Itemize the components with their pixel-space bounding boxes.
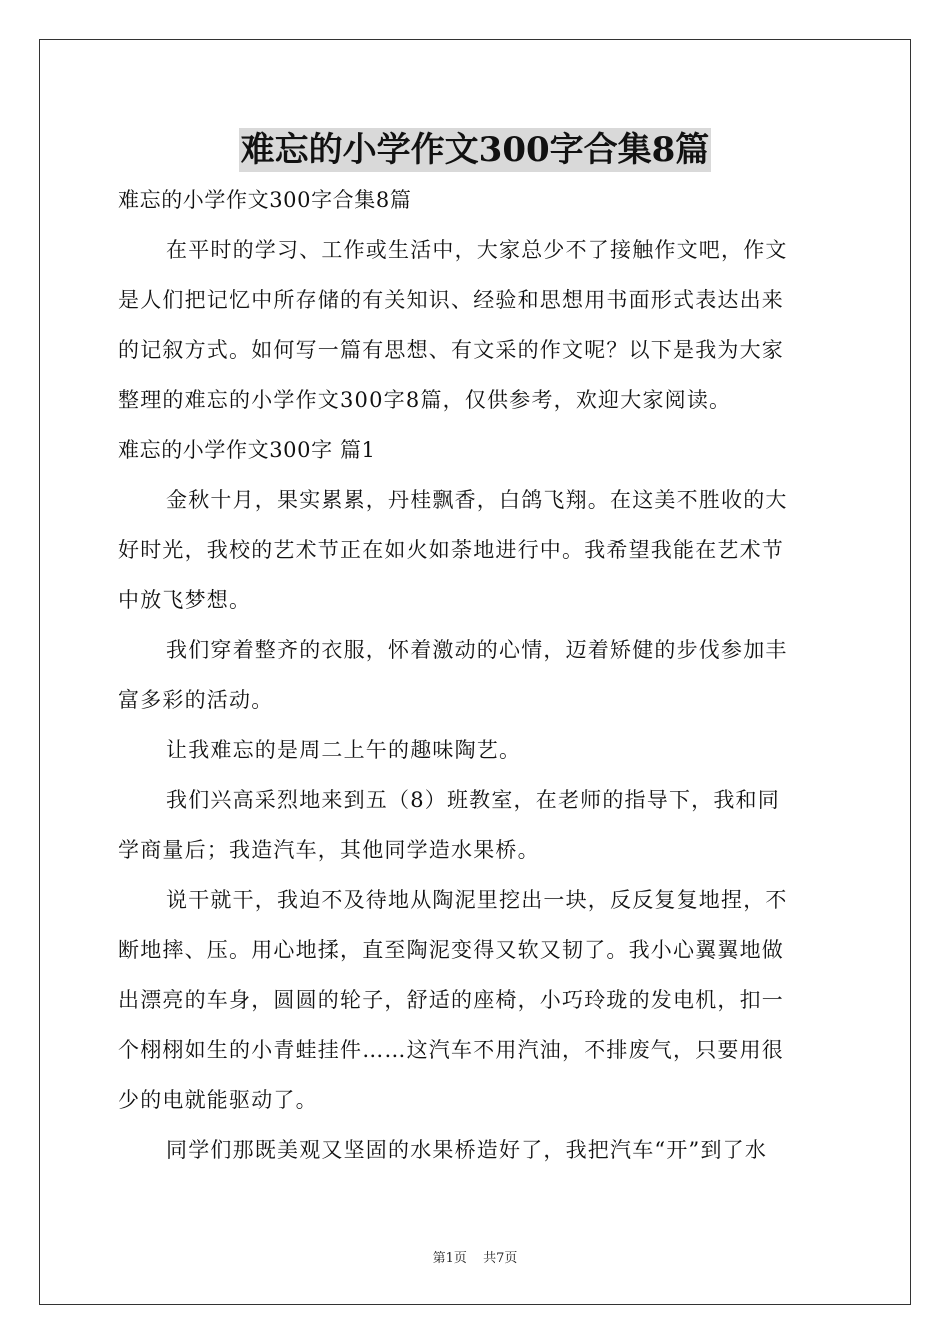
text-line: 个栩栩如生的小青蛙挂件……这汽车不用汽油，不排废气，只要用很 — [118, 1038, 784, 1062]
text-line: 同学们那既美观又坚固的水果桥造好了，我把汽车“开”到了水 — [166, 1138, 768, 1162]
text-line: 是人们把记忆中所存储的有关知识、经验和思想用书面形式表达出来 — [118, 288, 784, 312]
text-line: 出漂亮的车身，圆圆的轮子，舒适的座椅，小巧玲珑的发电机，扣一 — [118, 988, 784, 1012]
text-line: 金秋十月，果实累累，丹桂飘香，白鸽飞翔。在这美不胜收的大 — [166, 488, 788, 512]
page-footer — [0, 1247, 950, 1266]
text-line: 学商量后；我造汽车，其他同学造水果桥。 — [118, 838, 540, 862]
text-line: 断地摔、压。用心地揉，直至陶泥变得又软又韧了。我小心翼翼地做 — [118, 938, 784, 962]
text-line: 我们穿着整齐的衣服，怀着激动的心情，迈着矫健的步伐参加丰 — [166, 638, 788, 662]
text-line: 少的电就能驱动了。 — [118, 1088, 318, 1112]
text-line: 整理的难忘的小学作文300字8篇，仅供参考，欢迎大家阅读。 — [118, 388, 732, 412]
document-title-text: 难忘的小学作文300字合集8篇 — [240, 130, 710, 170]
text-line: 的记叙方式。如何写一篇有思想、有文采的作文呢？以下是我为大家 — [118, 338, 784, 362]
section-heading: 难忘的小学作文300字合集8篇 — [118, 188, 412, 212]
text-line: 中放飞梦想。 — [118, 588, 252, 612]
document-body — [118, 175, 834, 1175]
text-line: 我们兴高采烈地来到五（8）班教室，在老师的指导下，我和同 — [166, 788, 780, 812]
text-line: 富多彩的活动。 — [118, 688, 274, 712]
text-line: 好时光，我校的艺术节正在如火如荼地进行中。我希望我能在艺术节 — [118, 538, 784, 562]
text-line: 在平时的学习、工作或生活中，大家总少不了接触作文吧，作文 — [166, 238, 788, 262]
page-number: 第1页 — [432, 1251, 467, 1266]
section-heading: 难忘的小学作文300字 篇1 — [118, 438, 376, 462]
page-total: 共7页 — [483, 1251, 518, 1266]
document-title — [0, 128, 950, 172]
text-line: 让我难忘的是周二上午的趣味陶艺。 — [166, 738, 522, 762]
text-line: 说干就干，我迫不及待地从陶泥里挖出一块，反反复复地捏，不 — [166, 888, 788, 912]
